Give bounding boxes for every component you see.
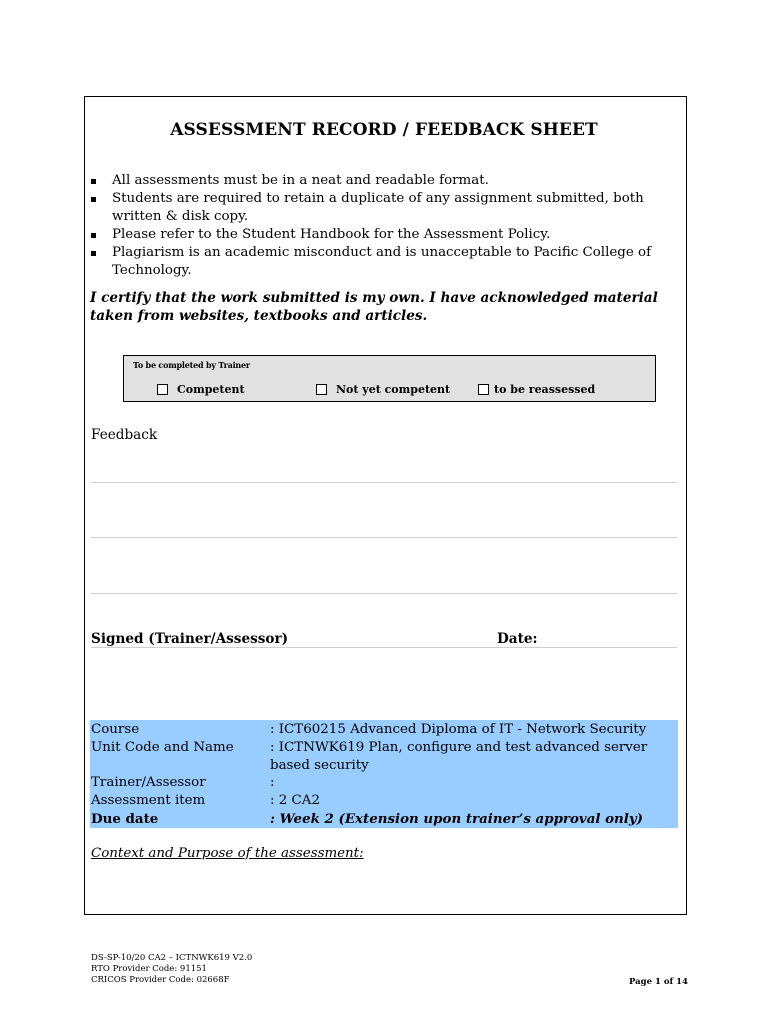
due-date-label: Due date xyxy=(91,811,159,827)
bullet-icon xyxy=(91,197,96,202)
trainer-assessment-box xyxy=(123,355,656,402)
list-item xyxy=(90,172,675,190)
assessment-info-table xyxy=(90,720,678,828)
due-date-value: : Week 2 (Extension upon trainer’s approval only) xyxy=(270,811,643,827)
course-value: : ICT60215 Advanced Diploma of IT - Network Security xyxy=(270,722,647,737)
not-yet-competent-option[interactable] xyxy=(316,382,450,396)
context-heading: Context and Purpose of the assessment: xyxy=(91,846,364,861)
rule-text: All assessments must be in a neat and readable format. xyxy=(112,173,489,188)
footer-cricos-code: CRICOS Provider Code: 02668F xyxy=(91,975,230,985)
reassess-label: to be reassessed xyxy=(494,382,596,396)
feedback-line xyxy=(91,593,677,594)
signed-label: Signed (Trainer/Assessor) xyxy=(91,631,289,647)
signature-line xyxy=(91,647,677,648)
page-title: ASSESSMENT RECORD / FEEDBACK SHEET xyxy=(170,120,598,140)
footer-doc-code: DS-SP-10/20 CA2 – ICTNWK619 V2.0 xyxy=(91,953,253,963)
rule-text: Students are required to retain a duplicate of any assignment submitted, both written & disk copy. xyxy=(112,191,644,224)
unit-label: Unit Code and Name xyxy=(91,740,234,755)
footer-rto-code: RTO Provider Code: 91151 xyxy=(91,964,207,974)
date-label: Date: xyxy=(497,631,538,647)
bullet-icon xyxy=(91,179,96,184)
assessment-item-value: : 2 CA2 xyxy=(270,793,320,808)
competent-checkbox[interactable] xyxy=(157,384,168,395)
unit-value: : ICTNWK619 Plan, configure and test advanced server based security xyxy=(270,740,648,773)
list-item xyxy=(90,244,675,280)
course-label: Course xyxy=(91,722,140,737)
page-number: Page 1 of 14 xyxy=(629,977,688,987)
not-yet-competent-label: Not yet competent xyxy=(336,382,451,396)
feedback-line xyxy=(91,537,677,538)
assessment-item-label: Assessment item xyxy=(91,793,206,808)
footer xyxy=(91,953,252,986)
not-yet-competent-checkbox[interactable] xyxy=(316,384,327,395)
competent-option[interactable] xyxy=(157,382,245,396)
feedback-label: Feedback xyxy=(91,427,158,443)
trainer-box-header: To be completed by Trainer xyxy=(133,360,250,370)
trainer-value: : xyxy=(270,775,275,790)
bullet-icon xyxy=(91,233,96,238)
trainer-label: Trainer/Assessor xyxy=(91,775,206,790)
bullet-icon xyxy=(91,251,96,256)
rules-list xyxy=(90,172,675,280)
rule-text: Please refer to the Student Handbook for the Assessment Policy. xyxy=(112,227,551,242)
list-item xyxy=(90,190,675,226)
rule-text: Plagiarism is an academic misconduct and is unacceptable to Pacific College of Technology. xyxy=(112,245,652,278)
list-item xyxy=(90,226,675,244)
reassess-option[interactable] xyxy=(478,382,595,396)
certification-statement: I certify that the work submitted is my own. I have acknowledged material taken from websites, textbooks and articles. xyxy=(90,290,658,324)
reassess-checkbox[interactable] xyxy=(478,384,489,395)
competent-label: Competent xyxy=(177,382,245,396)
feedback-line xyxy=(91,482,677,483)
